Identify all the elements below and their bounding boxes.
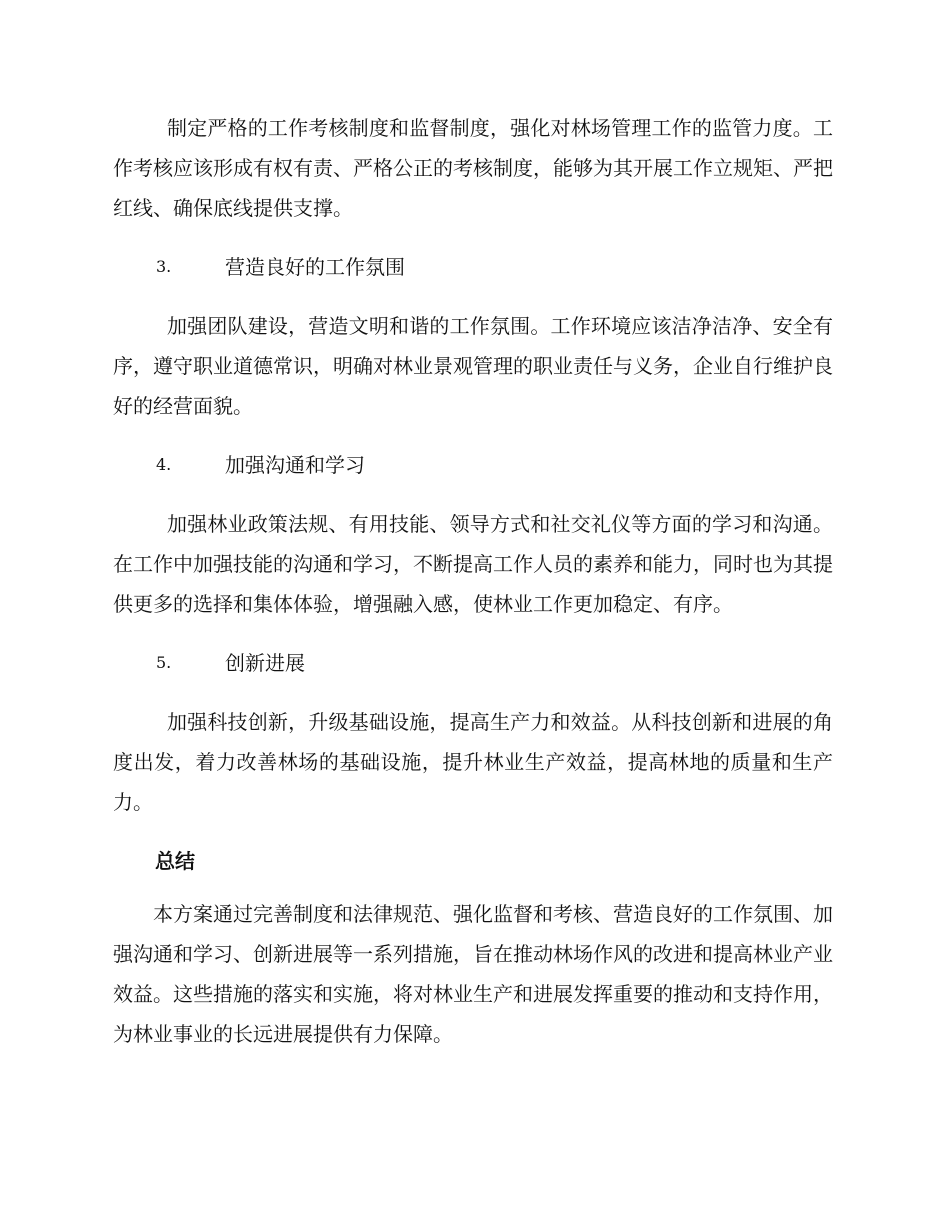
paragraph-innovation: 加强科技创新，升级基础设施，提高生产力和效益。从科技创新和进展的角度出发，着力改善林场的基础设施，提升林业生产效益，提高林地的质量和生产力。 [113, 710, 833, 814]
item-title: 创新进展 [225, 651, 305, 675]
item-number: 5. [156, 653, 172, 672]
paragraph-assessment: 制定严格的工作考核制度和监督制度，强化对林场管理工作的监管力度。工作考核应该形成有权有责、严格公正的考核制度，能够为其开展工作立规矩、严把红线、确保底线提供支撑。 [113, 116, 833, 220]
item-title: 加强沟通和学习 [225, 453, 365, 477]
item-number: 3. [156, 257, 172, 276]
paragraph-communication: 加强林业政策法规、有用技能、领导方式和社交礼仪等方面的学习和沟通。在工作中加强技能的沟通和学习，不断提高工作人员的素养和能力，同时也为其提供更多的选择和集体体验，增强融入感，使林业工作更加稳定、有序。 [113, 512, 833, 616]
numbered-item-5 [113, 643, 833, 683]
item-title: 营造良好的工作氛围 [225, 255, 405, 279]
numbered-item-3 [113, 247, 833, 287]
paragraph-atmosphere: 加强团队建设，营造文明和谐的工作氛围。工作环境应该洁净洁净、安全有序，遵守职业道德常识，明确对林业景观管理的职业责任与义务，企业自行维护良好的经营面貌。 [113, 314, 833, 418]
numbered-item-4 [113, 445, 833, 485]
document-content [113, 108, 833, 1073]
summary-heading: 总结 [155, 849, 195, 873]
paragraph-summary: 本方案通过完善制度和法律规范、强化监督和考核、营造良好的工作氛围、加强沟通和学习、创新进展等一系列措施，旨在推动林场作风的改进和提高林业产业效益。这些措施的落实和实施，将对林业生产和进展发挥重要的推动和支持作用，为林业事业的长远进展提供有力保障。 [113, 902, 833, 1046]
item-number: 4. [156, 455, 172, 474]
